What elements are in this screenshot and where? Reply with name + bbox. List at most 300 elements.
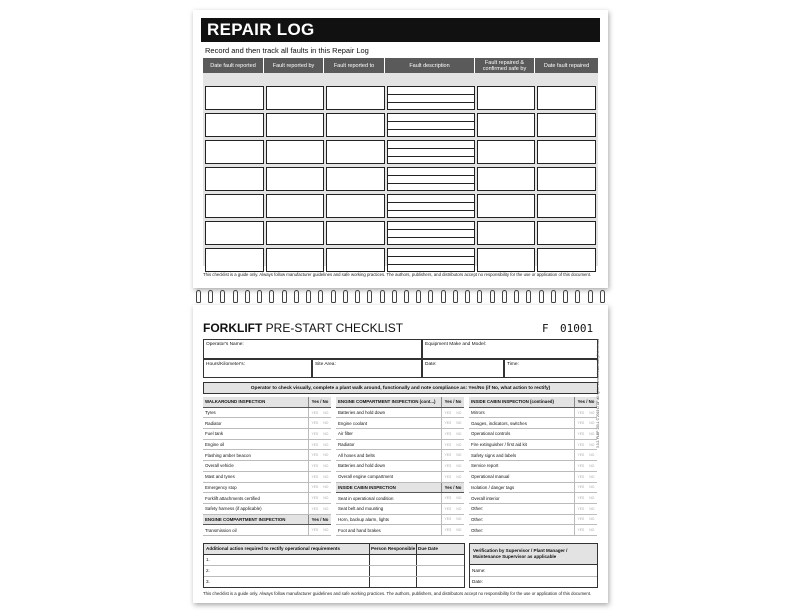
checklist-item-label: Other:	[471, 506, 484, 512]
binding-ring	[257, 290, 262, 303]
yes-no-checkbox[interactable]	[574, 493, 597, 503]
yes-option[interactable]: YES	[577, 463, 585, 468]
checklist-item[interactable]	[336, 493, 464, 504]
yes-option[interactable]: YES	[311, 421, 319, 426]
operator-name-field[interactable]: Operator's Name:	[203, 339, 422, 359]
yes-no-checkbox[interactable]	[441, 429, 464, 439]
yes-option[interactable]: YES	[311, 442, 319, 447]
yes-no-checkbox[interactable]	[308, 493, 331, 503]
binding-ring	[380, 290, 385, 303]
no-option[interactable]: NO	[323, 421, 329, 426]
checklist-item-label: Radiator	[338, 442, 355, 448]
checklist-item[interactable]	[203, 493, 331, 504]
checklist-title-bold: FORKLIFT	[203, 321, 263, 335]
checklist-item[interactable]	[336, 515, 464, 526]
person-responsible-header: Person Responsible	[371, 546, 416, 551]
binding-ring	[208, 290, 213, 303]
binding-ring	[196, 290, 201, 303]
binding-ring	[392, 290, 397, 303]
yes-no-checkbox[interactable]	[308, 525, 331, 535]
checklist-item-label: Air filter	[338, 431, 353, 437]
checklist-item-label: Flashing amber beacon	[205, 452, 251, 458]
repair-log-cell[interactable]	[326, 113, 385, 137]
yes-no-checkbox[interactable]	[308, 408, 331, 418]
yes-option[interactable]: YES	[444, 442, 452, 447]
action-row-3[interactable]: 3.	[206, 579, 210, 584]
binding-ring	[331, 290, 336, 303]
yes-no-checkbox[interactable]	[574, 408, 597, 418]
no-option[interactable]: NO	[323, 528, 329, 533]
repair-log-cell[interactable]	[266, 140, 324, 164]
actions-table	[203, 543, 465, 588]
repair-log-cell[interactable]	[205, 221, 264, 245]
yes-option[interactable]: YES	[577, 485, 585, 490]
checklist-item[interactable]	[203, 525, 331, 536]
no-option[interactable]: NO	[323, 442, 329, 447]
no-option[interactable]: NO	[589, 463, 595, 468]
description-line	[388, 229, 474, 230]
yes-option[interactable]: YES	[577, 421, 585, 426]
yes-option[interactable]: YES	[311, 496, 319, 501]
yes-option[interactable]: YES	[311, 528, 319, 533]
section-heading	[336, 483, 464, 494]
section-heading-label: WALKAROUND INSPECTION	[205, 399, 266, 405]
no-option[interactable]: NO	[323, 474, 329, 479]
checklist-item-label: Operational controls	[471, 431, 511, 437]
verification-box	[469, 543, 598, 588]
yes-option[interactable]: YES	[577, 410, 585, 415]
yes-no-checkbox[interactable]	[574, 450, 597, 460]
repair-log-cell[interactable]	[537, 194, 596, 218]
repair-log-cell[interactable]	[326, 248, 385, 272]
yes-option[interactable]: YES	[311, 410, 319, 415]
checklist-item-label: Seat belt and mounting	[338, 506, 384, 512]
repair-log-cell[interactable]	[326, 86, 385, 110]
yes-no-checkbox[interactable]	[441, 440, 464, 450]
repair-log-subtitle: Record and then track all faults in this Repair Log	[205, 46, 369, 55]
binding-ring	[318, 290, 323, 303]
binding-ring	[575, 290, 580, 303]
checklist-item[interactable]	[469, 418, 597, 429]
section-heading	[336, 397, 464, 408]
yes-option[interactable]: YES	[577, 431, 585, 436]
description-line	[388, 237, 474, 238]
repair-log-cell[interactable]	[266, 113, 324, 137]
yes-option[interactable]: YES	[444, 463, 452, 468]
col-header-reported-to: Fault reported to	[324, 58, 385, 73]
description-line	[388, 121, 474, 122]
yes-option[interactable]: YES	[577, 442, 585, 447]
checklist-item-label: All hoses and belts	[338, 452, 375, 458]
no-option[interactable]: NO	[456, 528, 462, 533]
yes-no-checkbox[interactable]	[441, 472, 464, 482]
description-line	[388, 148, 474, 149]
checklist-item-label: Transmission oil	[205, 527, 237, 533]
yes-no-checkbox[interactable]	[574, 483, 597, 493]
checklist-item-label: Seat in operational condition	[338, 495, 394, 501]
yes-no-checkbox[interactable]	[308, 429, 331, 439]
binding-ring	[502, 290, 507, 303]
checklist-item-label: Gauges, indicators, switches	[471, 420, 527, 426]
spiral-binding	[193, 290, 608, 306]
checklist-item-label: Isolation / danger tags	[471, 484, 515, 490]
description-line	[388, 129, 474, 130]
binding-ring	[416, 290, 421, 303]
binding-ring	[404, 290, 409, 303]
time-field[interactable]: Time:	[504, 359, 598, 378]
description-line	[388, 256, 474, 257]
yes-no-checkbox[interactable]	[574, 429, 597, 439]
no-option[interactable]: NO	[589, 528, 595, 533]
checklist-item[interactable]	[469, 429, 597, 440]
repair-log-cell[interactable]	[326, 167, 385, 191]
no-option[interactable]: NO	[589, 496, 595, 501]
yes-no-checkbox[interactable]	[574, 525, 597, 535]
no-option[interactable]: NO	[323, 410, 329, 415]
checklist-item-label: Mirrors	[471, 410, 485, 416]
repair-log-cell[interactable]	[326, 140, 385, 164]
yes-no-header: Yes / No	[308, 397, 331, 407]
checklist-item[interactable]	[336, 525, 464, 536]
hours-field[interactable]: Hours/Kilometer's:	[203, 359, 312, 378]
repair-log-sheet	[193, 10, 608, 288]
repair-log-cell[interactable]	[537, 140, 596, 164]
yes-no-checkbox[interactable]	[574, 472, 597, 482]
no-option[interactable]: NO	[323, 453, 329, 458]
yes-no-checkbox[interactable]	[441, 450, 464, 460]
repair-log-cell[interactable]	[266, 167, 324, 191]
no-option[interactable]: NO	[589, 517, 595, 522]
checklist-item-label: Engine coolant	[338, 420, 368, 426]
col-header-description: Fault description	[385, 58, 475, 73]
repair-log-cell[interactable]	[387, 248, 475, 272]
repair-log-cell[interactable]	[205, 248, 264, 272]
checklist-item[interactable]	[469, 515, 597, 526]
section-heading-label: INSIDE CABIN INSPECTION (continued)	[471, 399, 554, 405]
repair-log-cell[interactable]	[326, 221, 385, 245]
no-option[interactable]: NO	[456, 431, 462, 436]
no-option[interactable]: NO	[456, 453, 462, 458]
col-header-date-repaired: Date fault repaired	[535, 58, 598, 73]
checklist-item[interactable]	[336, 450, 464, 461]
repair-log-cell[interactable]	[205, 194, 264, 218]
description-line	[388, 183, 474, 184]
repair-log-cell[interactable]	[537, 113, 596, 137]
checklist-item[interactable]	[469, 525, 597, 536]
checklist-item[interactable]	[203, 429, 331, 440]
yes-no-checkbox[interactable]	[441, 504, 464, 514]
checklist-item-label: Horn, backup alarm, lights	[338, 516, 390, 522]
yes-no-checkbox[interactable]	[574, 515, 597, 525]
yes-option[interactable]: YES	[444, 528, 452, 533]
no-option[interactable]: NO	[456, 421, 462, 426]
repair-log-cell[interactable]	[477, 248, 535, 272]
repair-log-cell[interactable]	[387, 221, 475, 245]
binding-ring	[600, 290, 605, 303]
yes-no-checkbox[interactable]	[574, 504, 597, 514]
description-line	[388, 102, 474, 103]
yes-option[interactable]: YES	[577, 453, 585, 458]
repair-log-cell[interactable]	[205, 140, 264, 164]
yes-no-checkbox[interactable]	[441, 493, 464, 503]
repair-log-cell[interactable]	[477, 167, 535, 191]
binding-ring	[441, 290, 446, 303]
checklist-item[interactable]	[336, 461, 464, 472]
site-area-field[interactable]: Site Area:	[312, 359, 422, 378]
repair-log-cell[interactable]	[477, 113, 535, 137]
yes-option[interactable]: YES	[444, 506, 452, 511]
yes-option[interactable]: YES	[311, 485, 319, 490]
col-header-date-reported: Date fault reported	[203, 58, 264, 73]
no-option[interactable]: NO	[589, 485, 595, 490]
binding-ring	[355, 290, 360, 303]
yes-option[interactable]: YES	[577, 474, 585, 479]
description-line	[388, 210, 474, 211]
no-option[interactable]: NO	[589, 442, 595, 447]
walkaround-column	[203, 397, 331, 536]
repair-log-cell[interactable]	[266, 221, 324, 245]
checklist-item[interactable]	[336, 408, 464, 419]
equipment-field[interactable]: Equipment Make and Model:	[422, 339, 598, 359]
inspection-instruction: Operator to check visually, complete a plant walk around, functionally and note compliance as: Yes/No (if No, what action to rectify)	[203, 382, 598, 394]
checklist-title-rest: PRE-START CHECKLIST	[262, 321, 404, 335]
yes-no-header: Yes / No	[441, 483, 464, 493]
binding-ring	[490, 290, 495, 303]
repair-log-cell[interactable]	[537, 86, 596, 110]
repair-log-cell[interactable]	[387, 86, 475, 110]
col-header-repaired-by: Fault repaired & confirmed safe by	[475, 58, 535, 73]
yes-no-checkbox[interactable]	[308, 418, 331, 428]
checklist-item-label: Safety harness (if applicable)	[205, 506, 262, 512]
checklist-item-label: Engine oil	[205, 442, 225, 448]
yes-no-header: Yes / No	[574, 397, 597, 407]
checklist-item[interactable]	[469, 472, 597, 483]
no-option[interactable]: NO	[323, 506, 329, 511]
checklist-item[interactable]	[469, 440, 597, 451]
no-option[interactable]: NO	[456, 517, 462, 522]
repair-log-cell[interactable]	[326, 194, 385, 218]
checklist-item[interactable]	[203, 461, 331, 472]
no-option[interactable]: NO	[456, 442, 462, 447]
checklist-item-label: Fuel tank	[205, 431, 224, 437]
yes-no-checkbox[interactable]	[441, 515, 464, 525]
checklist-item[interactable]	[336, 472, 464, 483]
yes-option[interactable]: YES	[311, 506, 319, 511]
checklist-item[interactable]	[336, 418, 464, 429]
checklist-item-label: Batteries and hold down	[338, 463, 386, 469]
checklist-item-label: Other:	[471, 527, 484, 533]
binding-ring	[343, 290, 348, 303]
repair-log-cell[interactable]	[205, 86, 264, 110]
col-header-reported-by: Fault reported by	[264, 58, 324, 73]
checklist-item[interactable]	[203, 450, 331, 461]
yes-option[interactable]: YES	[577, 528, 585, 533]
repair-log-cell[interactable]	[387, 113, 475, 137]
checklist-item-label: Radiator	[205, 420, 222, 426]
yes-option[interactable]: YES	[444, 496, 452, 501]
repair-log-cell[interactable]	[387, 194, 475, 218]
binding-ring	[220, 290, 225, 303]
description-line	[388, 264, 474, 265]
yes-no-header: Yes / No	[308, 515, 331, 525]
checklist-item[interactable]	[469, 493, 597, 504]
binding-ring	[465, 290, 470, 303]
binding-ring	[539, 290, 544, 303]
no-option[interactable]: NO	[589, 431, 595, 436]
yes-option[interactable]: YES	[444, 421, 452, 426]
section-heading	[203, 515, 331, 526]
checklist-item[interactable]	[469, 450, 597, 461]
yes-option[interactable]: YES	[444, 517, 452, 522]
no-option[interactable]: NO	[456, 463, 462, 468]
yes-option[interactable]: YES	[577, 496, 585, 501]
no-option[interactable]: NO	[456, 474, 462, 479]
serial-prefix: F	[542, 322, 549, 335]
no-option[interactable]: NO	[589, 453, 595, 458]
action-row-2[interactable]: 2.	[206, 568, 210, 573]
yes-no-header: Yes / No	[441, 397, 464, 407]
repair-log-cell[interactable]	[537, 248, 596, 272]
checklist-item-label: Overall vehicle	[205, 463, 234, 469]
checklist-item[interactable]	[203, 418, 331, 429]
checklist-item-label: Emergency stop	[205, 484, 237, 490]
yes-no-checkbox[interactable]	[441, 408, 464, 418]
checklist-item[interactable]	[203, 408, 331, 419]
action-row-1[interactable]: 1.	[206, 557, 210, 562]
yes-no-checkbox[interactable]	[308, 483, 331, 493]
binding-ring	[282, 290, 287, 303]
no-option[interactable]: NO	[589, 421, 595, 426]
repair-log-cell[interactable]	[477, 194, 535, 218]
checklist-item[interactable]	[203, 483, 331, 494]
binding-ring	[294, 290, 299, 303]
binding-ring	[551, 290, 556, 303]
section-heading	[203, 397, 331, 408]
binding-ring	[477, 290, 482, 303]
engine-column	[336, 397, 464, 536]
cabin-column	[469, 397, 597, 536]
copyright-side-text: 3.3.2. FLBP 103-1 © 2019 LTGP all rights reserved www.safetyfirst.com.au	[596, 338, 600, 448]
yes-no-checkbox[interactable]	[574, 418, 597, 428]
no-option[interactable]: NO	[456, 410, 462, 415]
verification-heading: Verification by Supervisor / Plant Manager / Maintenance Supervisor as applicable	[473, 548, 568, 559]
repair-log-disclaimer: This checklist is a guide only. Always follow manufacturer guidelines and safe working practices. The authors, publishers, and distributors accept no responsibility for the use or application of this document.	[203, 272, 592, 277]
yes-no-checkbox[interactable]	[308, 461, 331, 471]
checklist-item[interactable]	[469, 408, 597, 419]
binding-ring	[526, 290, 531, 303]
serial-number: 01001	[560, 322, 594, 335]
no-option[interactable]: NO	[323, 431, 329, 436]
yes-option[interactable]: YES	[444, 431, 452, 436]
binding-ring	[269, 290, 274, 303]
yes-option[interactable]: YES	[444, 453, 452, 458]
repair-log-cell[interactable]	[205, 167, 264, 191]
yes-option[interactable]: YES	[444, 410, 452, 415]
checklist-item-label: Overall engine compartment	[338, 474, 394, 480]
no-option[interactable]: NO	[589, 410, 595, 415]
section-heading-label: ENGINE COMPARTMENT INSPECTION (cont...)	[338, 399, 436, 405]
repair-log-cell[interactable]	[477, 86, 535, 110]
checklist-item[interactable]	[203, 472, 331, 483]
checklist-item-label: Overall interior	[471, 495, 500, 501]
repair-log-cell[interactable]	[477, 140, 535, 164]
repair-log-cell[interactable]	[477, 221, 535, 245]
checklist-item-label: Foot and hand brakes	[338, 527, 381, 533]
actions-heading: Additional action required to rectify operational requirements	[206, 546, 341, 551]
date-field[interactable]: Date:	[422, 359, 504, 378]
yes-option[interactable]: YES	[577, 517, 585, 522]
checklist-item[interactable]	[203, 440, 331, 451]
checklist-item-label: Fire extinguisher / first aid kit	[471, 442, 527, 448]
yes-option[interactable]: YES	[311, 474, 319, 479]
checklist-item[interactable]	[336, 440, 464, 451]
verification-name-field[interactable]: Name:	[472, 568, 486, 573]
repair-log-cell[interactable]	[205, 113, 264, 137]
description-line	[388, 156, 474, 157]
yes-no-checkbox[interactable]	[441, 418, 464, 428]
binding-ring	[306, 290, 311, 303]
checklist-item[interactable]	[336, 429, 464, 440]
repair-log-cell[interactable]	[537, 221, 596, 245]
no-option[interactable]: NO	[589, 474, 595, 479]
checklist-item[interactable]	[203, 504, 331, 515]
description-line	[388, 202, 474, 203]
yes-option[interactable]: YES	[311, 453, 319, 458]
yes-no-checkbox[interactable]	[308, 472, 331, 482]
binding-ring	[233, 290, 238, 303]
yes-option[interactable]: YES	[577, 506, 585, 511]
binding-ring	[367, 290, 372, 303]
repair-log-cell[interactable]	[266, 248, 324, 272]
repair-log-cell[interactable]	[387, 140, 475, 164]
checklist-item-label: Other:	[471, 516, 484, 522]
yes-no-checkbox[interactable]	[441, 525, 464, 535]
checklist-item[interactable]	[469, 461, 597, 472]
repair-log-cell[interactable]	[266, 86, 324, 110]
yes-option[interactable]: YES	[311, 431, 319, 436]
yes-no-checkbox[interactable]	[308, 440, 331, 450]
checklist-item[interactable]	[336, 504, 464, 515]
section-heading	[469, 397, 597, 408]
yes-no-checkbox[interactable]	[308, 504, 331, 514]
section-heading-label: INSIDE CABIN INSPECTION	[338, 484, 396, 490]
checklist-item-label: Safety signs and labels	[471, 452, 517, 458]
yes-option[interactable]: YES	[311, 463, 319, 468]
no-option[interactable]: NO	[323, 496, 329, 501]
no-option[interactable]: NO	[323, 463, 329, 468]
yes-no-checkbox[interactable]	[574, 461, 597, 471]
no-option[interactable]: NO	[456, 506, 462, 511]
yes-no-checkbox[interactable]	[308, 450, 331, 460]
checklist-item-label: Operational manual	[471, 474, 510, 480]
checklist-item-label: Tyres	[205, 410, 216, 416]
yes-option[interactable]: YES	[444, 474, 452, 479]
checklist-item[interactable]	[469, 504, 597, 515]
no-option[interactable]: NO	[456, 496, 462, 501]
repair-log-cell[interactable]	[266, 194, 324, 218]
repair-log-cell[interactable]	[537, 167, 596, 191]
repair-log-cell[interactable]	[387, 167, 475, 191]
checklist-item[interactable]	[469, 483, 597, 494]
no-option[interactable]: NO	[589, 506, 595, 511]
no-option[interactable]: NO	[323, 485, 329, 490]
binding-ring	[453, 290, 458, 303]
yes-no-checkbox[interactable]	[441, 461, 464, 471]
checklist-item-label: Service report	[471, 463, 499, 469]
binding-ring	[563, 290, 568, 303]
verification-date-field[interactable]: Date:	[472, 579, 483, 584]
yes-no-checkbox[interactable]	[574, 440, 597, 450]
